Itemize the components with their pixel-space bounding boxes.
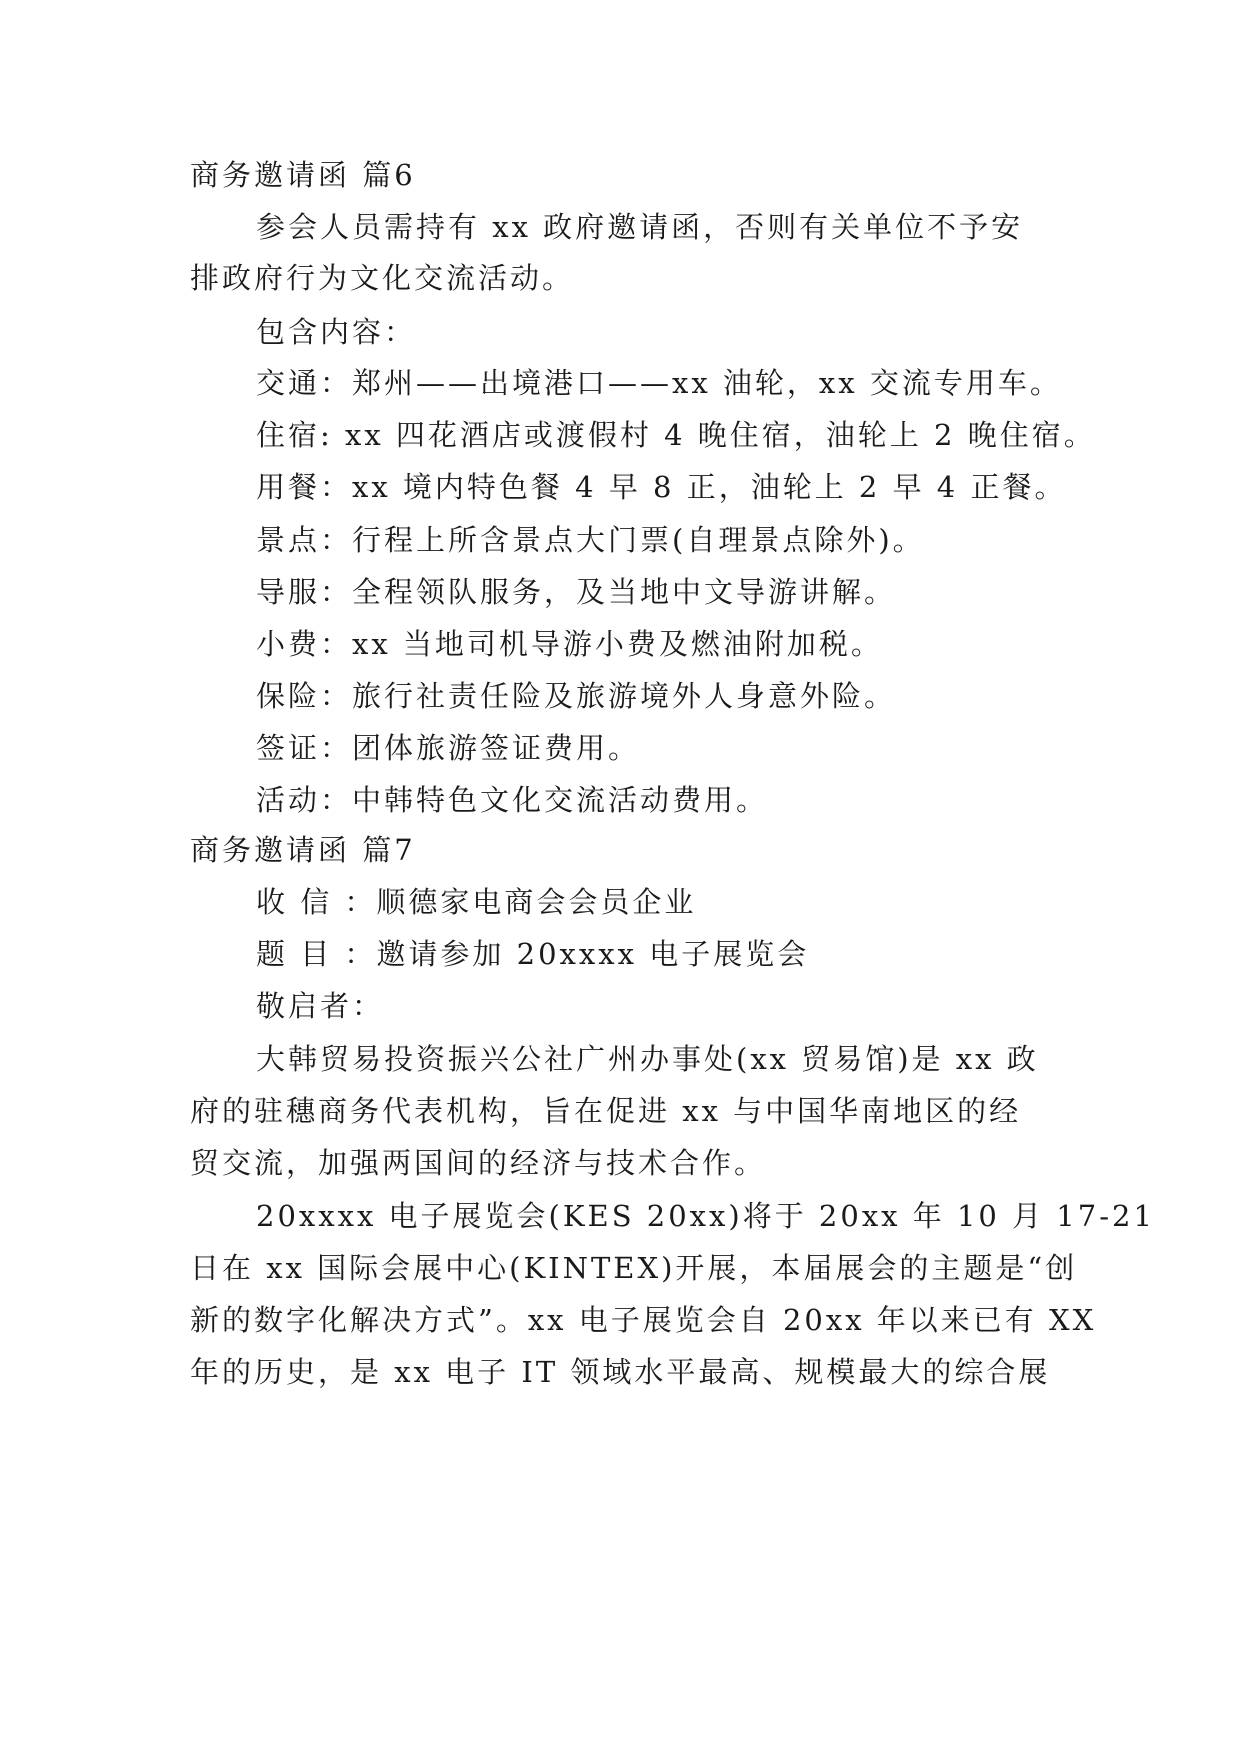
section-heading-7: 商务邀请函 篇7 xyxy=(190,833,416,867)
list-item: 活动：中韩特色文化交流活动费用。 xyxy=(256,783,769,817)
list-item: 签证：团体旅游签证费用。 xyxy=(256,731,641,765)
list-item: 住宿: xx 四花酒店或渡假村 4 晚住宿，油轮上 2 晚住宿。 xyxy=(256,418,1096,452)
paragraph-line: 排政府行为文化交流活动。 xyxy=(190,261,575,295)
paragraph-line: 年的历史，是 xx 电子 IT 领域水平最高、规模最大的综合展 xyxy=(190,1355,1051,1389)
paragraph-line: 大韩贸易投资振兴公社广州办事处(xx 贸易馆)是 xx 政 xyxy=(256,1042,1039,1076)
paragraph-line: 日在 xx 国际会展中心(KINTEX)开展，本届展会的主题是“创 xyxy=(190,1251,1078,1285)
list-item: 用餐：xx 境内特色餐 4 早 8 正，油轮上 2 早 4 正餐。 xyxy=(256,470,1067,504)
paragraph-line: 新的数字化解决方式”。xx 电子展览会自 20xx 年以来已有 XX xyxy=(190,1303,1097,1337)
paragraph-line: 贸交流，加强两国间的经济与技术合作。 xyxy=(190,1146,767,1180)
list-item: 景点：行程上所含景点大门票(自理景点除外)。 xyxy=(256,523,925,557)
list-item: 交通：郑州——出境港口——xx 油轮，xx 交流专用车。 xyxy=(256,366,1062,400)
paragraph-line: 府的驻穗商务代表机构，旨在促进 xx 与中国华南地区的经 xyxy=(190,1094,1022,1128)
recipient-line: 收 信 ：顺德家电商会会员企业 xyxy=(256,885,697,919)
section-heading-6: 商务邀请函 篇6 xyxy=(190,158,416,192)
paragraph-line: 参会人员需持有 xx 政府邀请函，否则有关单位不予安 xyxy=(256,210,1024,244)
list-item: 小费：xx 当地司机导游小费及燃油附加税。 xyxy=(256,627,883,661)
list-item: 保险：旅行社责任险及旅游境外人身意外险。 xyxy=(256,679,897,713)
subject-line: 题 目 ：邀请参加 20xxxx 电子展览会 xyxy=(256,937,810,971)
list-item: 导服：全程领队服务，及当地中文导游讲解。 xyxy=(256,575,897,609)
paragraph-line: 20xxxx 电子展览会(KES 20xx)将于 20xx 年 10 月 17-21 xyxy=(256,1199,1155,1233)
salutation: 敬启者： xyxy=(256,989,385,1023)
contents-label: 包含内容： xyxy=(256,315,417,349)
